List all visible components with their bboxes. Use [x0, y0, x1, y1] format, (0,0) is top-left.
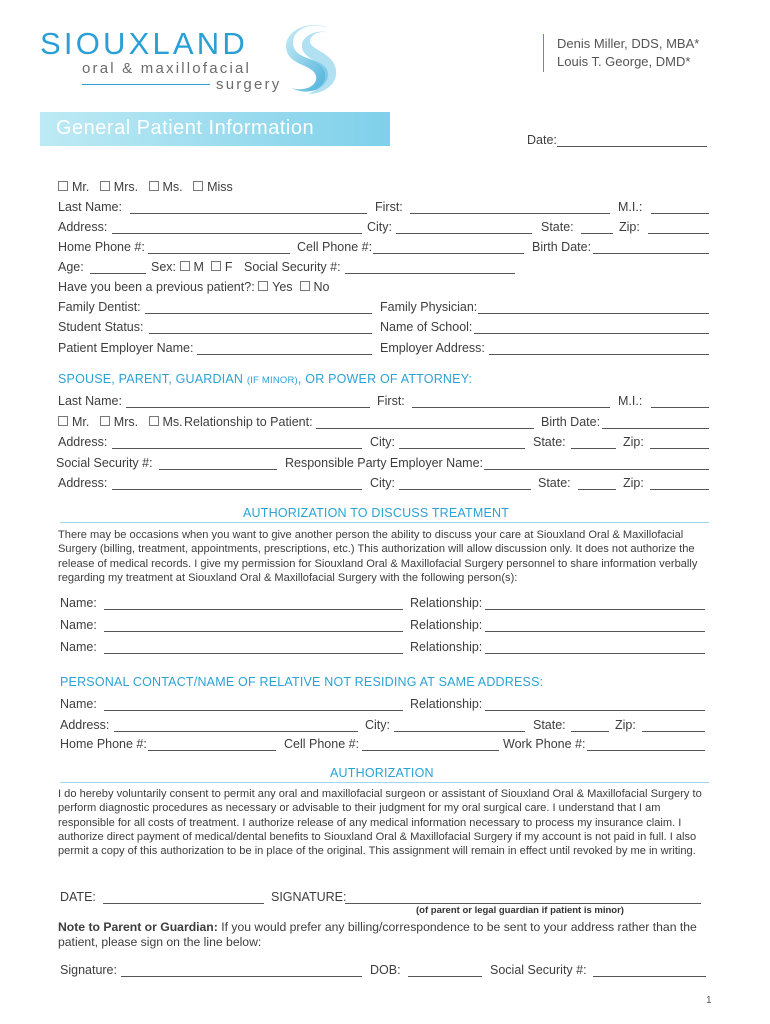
logo-subtitle: oral & maxillofacial	[82, 60, 252, 77]
auth-date-field[interactable]	[103, 903, 264, 904]
auth-signature-field[interactable]	[345, 903, 701, 904]
sex-m-checkbox[interactable]	[180, 261, 190, 271]
ssn-label: Social Security #:	[244, 260, 341, 274]
note-bold: Note to Parent or Guardian:	[58, 920, 218, 934]
discuss-rel-2-field[interactable]	[485, 631, 705, 632]
miss-label: Miss	[207, 180, 233, 194]
previous-patient-label: Have you been a previous patient?:	[58, 280, 255, 294]
zip-label: Zip:	[619, 220, 640, 234]
g-state-field[interactable]	[571, 448, 616, 449]
ssn-field[interactable]	[345, 273, 515, 274]
auth-signature-label: SIGNATURE:	[271, 890, 347, 904]
city-label: City:	[367, 220, 392, 234]
family-physician-field[interactable]	[478, 313, 709, 314]
g-ms-checkbox[interactable]	[149, 416, 159, 426]
contact-cell-label: Cell Phone #:	[284, 737, 360, 751]
contact-home-label: Home Phone #:	[60, 737, 147, 751]
g-address-label: Address:	[58, 435, 108, 449]
discuss-name-1-field[interactable]	[104, 609, 403, 610]
contact-rel-field[interactable]	[485, 710, 705, 711]
mrs-checkbox[interactable]	[100, 181, 110, 191]
no-label: No	[313, 280, 330, 294]
g-state2-label: State:	[538, 476, 571, 490]
discuss-name-2-label: Name:	[60, 618, 97, 632]
date-field[interactable]	[557, 146, 707, 147]
auth-discuss-text: There may be occasions when you want to give another person the ability to discuss your care at Siouxland Oral & Maxillofacial Surgery (billing, treatment, appointments, prescriptions, etc.) This authorization will allow discussion only. It does not authorize the release of medical records. I give my permission for Siouxland Oral & Maxillofacial Surgery personnel to share information verbally regarding my treatment at Siouxland Oral & Maxillofacial Surgery with the following person(s):	[58, 529, 698, 584]
g-ssn-field[interactable]	[159, 469, 277, 470]
address-field[interactable]	[112, 233, 362, 234]
cell-phone-label: Cell Phone #:	[297, 240, 373, 254]
employer-label: Patient Employer Name:	[58, 341, 194, 355]
authorization-text: I do hereby voluntarily consent to permit any oral and maxillofacial surgeon or assistant of Siouxland Oral & Maxillofacial Surgery to perform diagnostic procedures as necessary or advisable to their judgment for my oral surgical care. I understand that I am responsible for all costs of treatment. I authorize release of any medical information necessary to process my insurance claim. I authorize direct payment of medical/dental benefits to Siouxland Oral & Maxillofacial Surgery if my account is not paid in full. I also permit a copy of this authorization to be in place of the original. This assignment will remain in effect until revoked by me in writing.	[58, 788, 702, 858]
contact-work-label: Work Phone #:	[503, 737, 586, 751]
guardian-heading	[58, 372, 472, 386]
doctor-divider	[543, 34, 544, 72]
cell-phone-field[interactable]	[373, 253, 524, 254]
contact-name-label: Name:	[60, 697, 97, 711]
g-first-field[interactable]	[412, 407, 610, 408]
authorization-heading: AUTHORIZATION	[330, 766, 434, 780]
discuss-rel-1-field[interactable]	[485, 609, 705, 610]
g-mr-checkbox[interactable]	[58, 416, 68, 426]
contact-zip-label: Zip:	[615, 718, 636, 732]
state-label: State:	[541, 220, 574, 234]
contact-city-field[interactable]	[394, 731, 525, 732]
mrs-label: Mrs.	[113, 180, 139, 194]
g-mr-label: Mr.	[72, 415, 90, 429]
g-city-label: City:	[370, 435, 395, 449]
miss-checkbox[interactable]	[193, 181, 203, 191]
guardian-heading-small: (IF MINOR)	[246, 375, 298, 386]
discuss-name-1-label: Name:	[60, 596, 97, 610]
sex-m-label: M	[193, 260, 204, 274]
city-field[interactable]	[396, 233, 532, 234]
g-state2-field[interactable]	[578, 489, 616, 490]
address-label: Address:	[58, 220, 108, 234]
logo-surgery: surgery	[216, 76, 282, 93]
discuss-rel-3-field[interactable]	[485, 653, 705, 654]
yes-label: Yes	[272, 280, 293, 294]
g-zip-label: Zip:	[623, 435, 644, 449]
contact-heading: PERSONAL CONTACT/NAME OF RELATIVE NOT RESIDING AT SAME ADDRESS:	[60, 675, 544, 689]
discuss-name-3-label: Name:	[60, 640, 97, 654]
age-label: Age:	[58, 260, 84, 274]
g-resp-employer-field[interactable]	[484, 469, 709, 470]
doctor-2: Louis T. George, DMD*	[557, 54, 691, 69]
mr-checkbox[interactable]	[58, 181, 68, 191]
employer-address-label: Employer Address:	[380, 341, 485, 355]
mi-label: M.I.:	[618, 200, 643, 214]
employer-address-field[interactable]	[489, 354, 709, 355]
yes-checkbox[interactable]	[258, 281, 268, 291]
logo-title: SIOUXLAND	[40, 26, 248, 61]
sex-group	[151, 260, 233, 275]
discuss-rel-2-label: Relationship:	[410, 618, 483, 632]
g-last-name-label: Last Name:	[58, 394, 122, 408]
g-last-name-field[interactable]	[126, 407, 370, 408]
contact-state-label: State:	[533, 718, 566, 732]
g-address2-field[interactable]	[112, 489, 362, 490]
contact-zip-field[interactable]	[642, 731, 705, 732]
discuss-rel-1-label: Relationship:	[410, 596, 483, 610]
guardian-note: (of parent or legal guardian if patient is minor)	[416, 905, 624, 916]
g-city2-field[interactable]	[399, 489, 531, 490]
g-zip2-field[interactable]	[650, 489, 709, 490]
zip-field[interactable]	[648, 233, 709, 234]
page-number: 1	[706, 995, 712, 1006]
note-text: If you would prefer any billing/correspondence to be sent to your address rather than the patient, please sign on the line below:	[58, 920, 697, 949]
discuss-rel-3-label: Relationship:	[410, 640, 483, 654]
g-birth-date-field[interactable]	[602, 428, 709, 429]
contact-address-label: Address:	[60, 718, 110, 732]
mi-field[interactable]	[651, 213, 709, 214]
birth-date-label: Birth Date:	[532, 240, 592, 254]
family-dentist-field[interactable]	[145, 313, 372, 314]
title-options	[58, 180, 233, 195]
first-name-field[interactable]	[410, 213, 610, 214]
sex-label: Sex:	[151, 260, 177, 274]
contact-name-field[interactable]	[104, 710, 403, 711]
contact-work-field[interactable]	[587, 750, 705, 751]
contact-address-field[interactable]	[114, 731, 358, 732]
sig-ssn-field[interactable]	[593, 976, 706, 977]
ms-label: Ms.	[162, 180, 183, 194]
guardian-heading-b: , OR POWER OF ATTORNEY:	[297, 372, 473, 386]
home-phone-label: Home Phone #:	[58, 240, 145, 254]
g-state-label: State:	[533, 435, 566, 449]
logo-s-mark-icon	[278, 22, 342, 98]
auth-date-label: DATE:	[60, 890, 96, 904]
g-mrs-label: Mrs.	[113, 415, 139, 429]
g-ssn-label: Social Security #:	[56, 456, 153, 470]
g-mi-field[interactable]	[651, 407, 709, 408]
no-checkbox[interactable]	[300, 281, 310, 291]
logo-rule	[82, 84, 210, 85]
sig2-field[interactable]	[121, 976, 362, 977]
discuss-name-2-field[interactable]	[104, 631, 403, 632]
g-relationship-field[interactable]	[316, 428, 534, 429]
g-ms-label: Ms.	[162, 415, 183, 429]
g-first-label: First:	[377, 394, 405, 408]
dob-field[interactable]	[408, 976, 482, 977]
doctor-1: Denis Miller, DDS, MBA*	[557, 36, 700, 51]
note-to-guardian	[58, 920, 710, 950]
discuss-name-3-field[interactable]	[104, 653, 403, 654]
g-title-options	[58, 415, 183, 430]
dob-label: DOB:	[370, 963, 401, 977]
employer-field[interactable]	[197, 354, 372, 355]
last-name-label: Last Name:	[58, 200, 122, 214]
g-address2-label: Address:	[58, 476, 108, 490]
home-phone-field[interactable]	[148, 253, 290, 254]
g-birth-date-label: Birth Date:	[541, 415, 601, 429]
student-status-label: Student Status:	[58, 320, 144, 334]
sig2-label: Signature:	[60, 963, 117, 977]
contact-state-field[interactable]	[571, 731, 609, 732]
contact-city-label: City:	[365, 718, 390, 732]
guardian-heading-a: SPOUSE, PARENT, GUARDIAN	[58, 372, 247, 386]
contact-cell-field[interactable]	[362, 750, 499, 751]
page-title: General Patient Information	[56, 117, 315, 139]
g-zip-field[interactable]	[650, 448, 709, 449]
g-city2-label: City:	[370, 476, 395, 490]
ms-checkbox[interactable]	[149, 181, 159, 191]
family-physician-label: Family Physician:	[380, 300, 478, 314]
g-mrs-checkbox[interactable]	[100, 416, 110, 426]
birth-date-field[interactable]	[593, 253, 709, 254]
authorization-rule	[60, 782, 709, 783]
school-field[interactable]	[474, 333, 709, 334]
sex-f-checkbox[interactable]	[211, 261, 221, 271]
date-label: Date:	[527, 133, 557, 147]
g-resp-employer-label: Responsible Party Employer Name:	[285, 456, 483, 470]
auth-discuss-rule	[60, 522, 709, 523]
age-field[interactable]	[90, 273, 146, 274]
logo	[40, 22, 340, 102]
sig-ssn-label: Social Security #:	[490, 963, 587, 977]
auth-discuss-heading: AUTHORIZATION TO DISCUSS TREATMENT	[243, 506, 510, 520]
student-status-field[interactable]	[149, 333, 372, 334]
contact-home-field[interactable]	[148, 750, 276, 751]
g-mi-label: M.I.:	[618, 394, 643, 408]
school-label: Name of School:	[380, 320, 473, 334]
previous-patient-row	[58, 280, 330, 295]
mr-label: Mr.	[72, 180, 90, 194]
state-field[interactable]	[581, 233, 613, 234]
g-relationship-label: Relationship to Patient:	[184, 415, 313, 429]
g-city-field[interactable]	[399, 448, 525, 449]
sex-f-label: F	[224, 260, 233, 274]
first-name-label: First:	[375, 200, 403, 214]
contact-rel-label: Relationship:	[410, 697, 483, 711]
g-zip2-label: Zip:	[623, 476, 644, 490]
last-name-field[interactable]	[130, 213, 367, 214]
g-address-field[interactable]	[112, 448, 362, 449]
family-dentist-label: Family Dentist:	[58, 300, 141, 314]
